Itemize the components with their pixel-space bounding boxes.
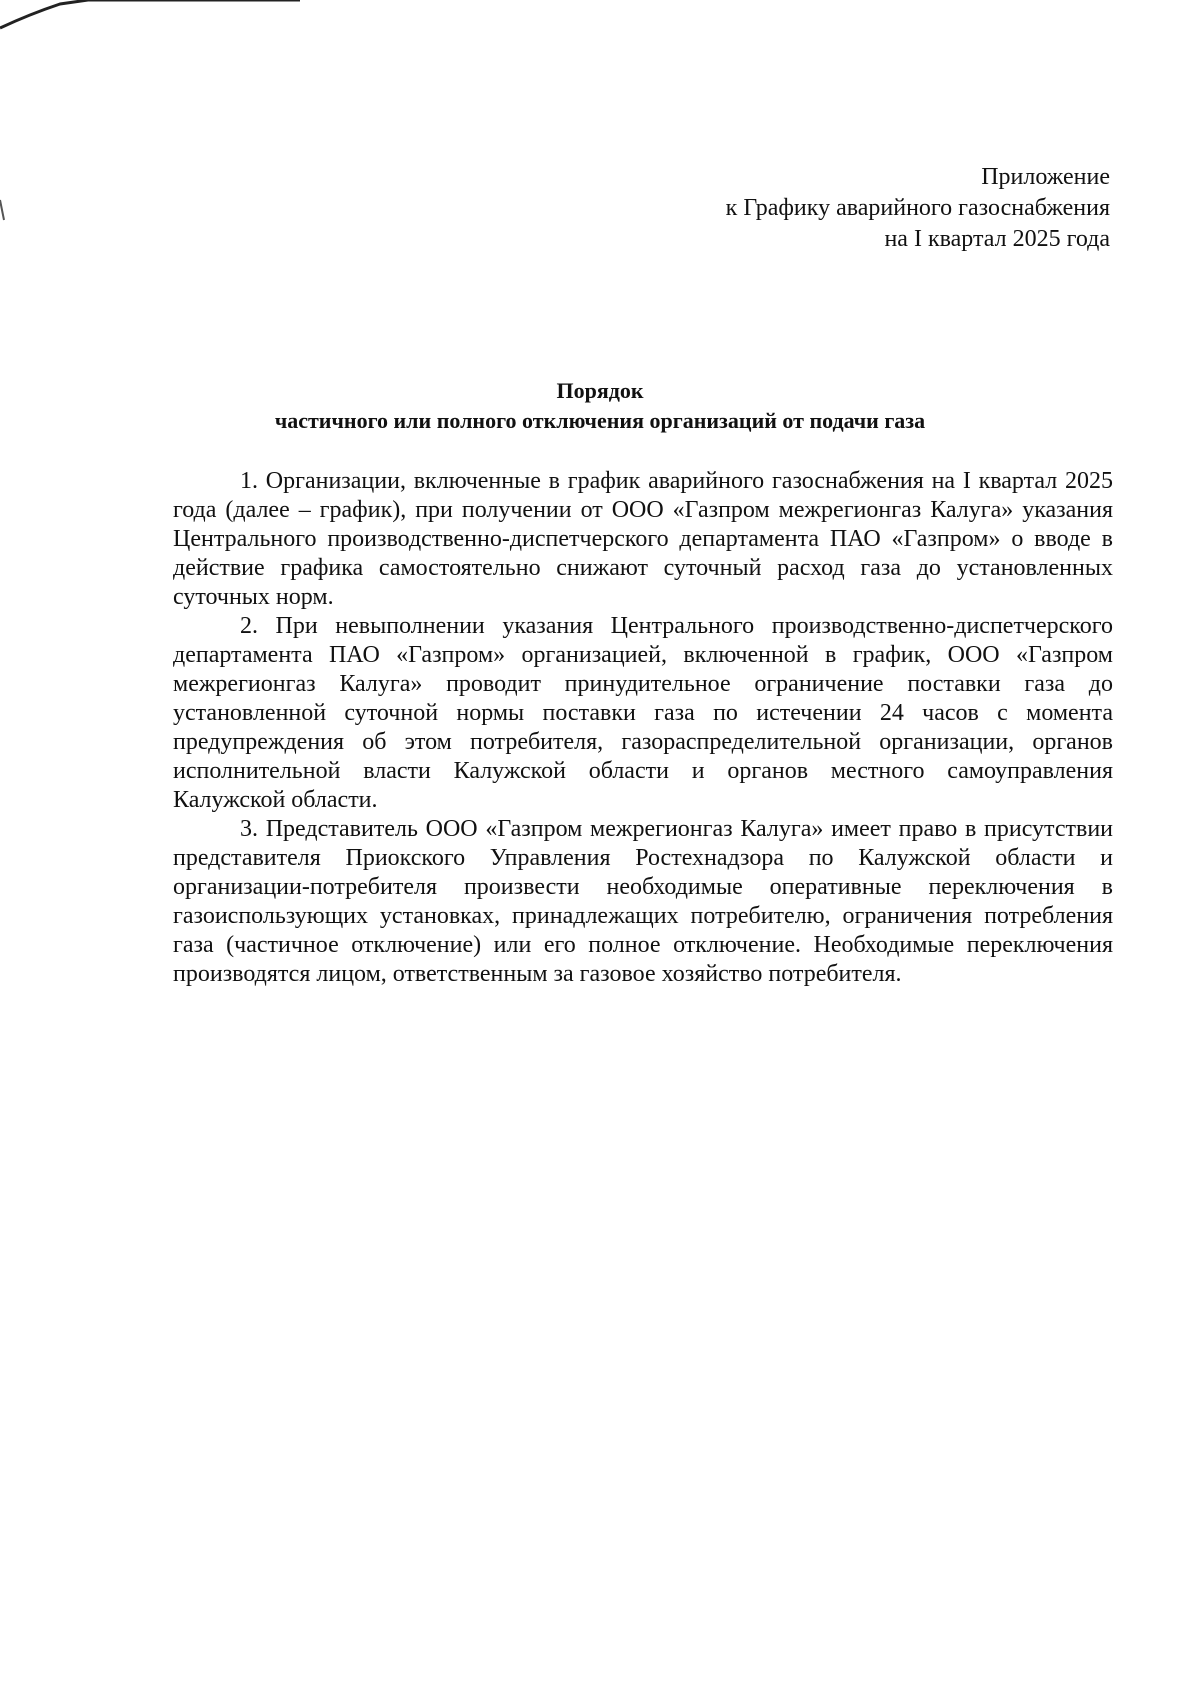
- appendix-line-2: к Графику аварийного газоснабжения: [725, 195, 1110, 221]
- paragraph-2: 2. При невыполнении указания Центрального производственно-диспетчерского департамента ПАО «Газпром» организацией, включенной в график, ООО «Газпром межрегионгаз Калуга» проводит принудительное ограничение поставки газа до установленной суточной нормы поставки газа по истечении 24 часов с момента предупреждения об этом потребителя, газораспределительной организации, органов исполнительной власти Калужской области и органов местного самоуправления Калужской области.: [173, 613, 1113, 813]
- title-line-1: Порядок: [556, 378, 644, 403]
- document-title: [0, 376, 1200, 436]
- appendix-line-3: на I квартал 2025 года: [884, 226, 1110, 252]
- scan-edge-mark: [0, 0, 340, 240]
- title-line-2: частичного или полного отключения организаций от подачи газа: [274, 408, 926, 433]
- paragraph-1: 1. Организации, включенные в график аварийного газоснабжения на I квартал 2025 года (далее – график), при получении от ООО «Газпром межрегионгаз Калуга» указания Центрального производственно-диспетчерского департамента ПАО «Газпром» о вводе в действие графика самостоятельно снижают суточный расход газа до установленных суточных норм.: [173, 468, 1113, 610]
- paragraph-3: 3. Представитель ООО «Газпром межрегионгаз Калуга» имеет право в присутствии представителя Приокского Управления Ростехнадзора по Калужской области и организации-потребителя произвести необходимые оперативные переключения в газоиспользующих установках, принадлежащих потребителю, ограничения потребления газа (частичное отключение) или его полное отключение. Необходимые переключения производятся лицом, ответственным за газовое хозяйство потребителя.: [173, 816, 1113, 987]
- appendix-line-1: Приложение: [981, 164, 1110, 190]
- document-body: [173, 467, 1113, 989]
- appendix-header: [726, 162, 1110, 255]
